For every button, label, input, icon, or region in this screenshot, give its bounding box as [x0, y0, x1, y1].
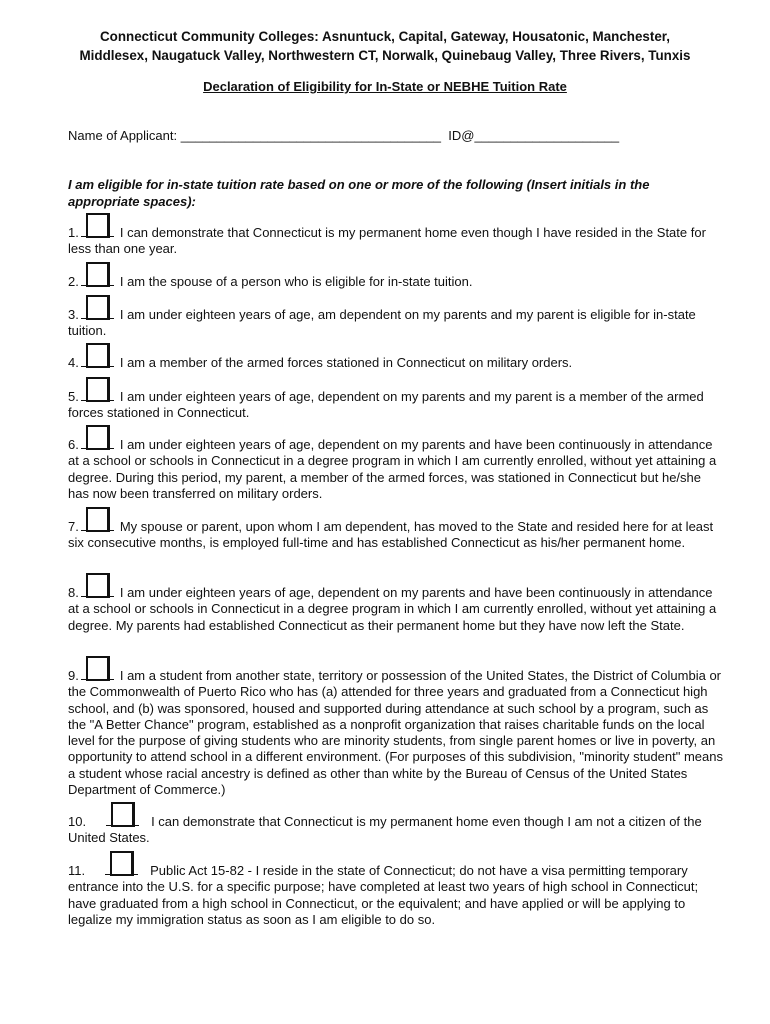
- header: [40, 27, 730, 65]
- eligibility-item-9: [68, 668, 725, 798]
- item-text: My spouse or parent, upon whom I am dependent, has moved to the State and resided here for at least six consecutive months, is employed full-time and has established Connecticut as his/her permanent home.: [68, 519, 714, 551]
- initials-checkbox[interactable]: [86, 213, 110, 238]
- item-number: 4.: [68, 355, 79, 370]
- initials-checkbox[interactable]: [86, 295, 110, 320]
- initials-checkbox[interactable]: [86, 377, 110, 402]
- initials-checkbox[interactable]: [111, 802, 135, 827]
- item-number: 3.: [68, 307, 79, 322]
- item-number: 9.: [68, 668, 79, 683]
- applicant-line: [68, 128, 619, 143]
- item-text: I can demonstrate that Connecticut is my permanent home even though I am not a citizen of the United States.: [68, 814, 702, 846]
- item-number: 5.: [68, 389, 79, 404]
- item-text: I am a student from another state, territory or possession of the United States, the District of Columbia or the Commonwealth of Puerto Rico who has (a) attended for three years and graduated from a Connecticut high school, and (b) was sponsored, housed and supported during attendance at such school by a program, such as the "A Better Chance" program, established as a nonprofit organization that raises charitable funds on the local level for the purpose of giving students who are minority students, from single parent homes or live in poverty, an opportunity to attend school in a different environment. (For purposes of this subdivision, "minority student" means a student whose racial ancestry is defined as other than white by the Bureau of Census of the United States Department of Commerce.): [68, 668, 724, 798]
- name-label: Name of Applicant:: [68, 128, 178, 143]
- item-text: I am under eighteen years of age, am dependent on my parents and my parent is eligible for in-state tuition.: [68, 307, 696, 339]
- item-text: I am a member of the armed forces stationed in Connecticut on military orders.: [119, 355, 573, 370]
- item-number: 2.: [68, 274, 79, 289]
- item-number: 6.: [68, 437, 79, 452]
- eligibility-item-11: [68, 863, 725, 928]
- initials-checkbox[interactable]: [86, 343, 110, 368]
- header-line-2: Middlesex, Naugatuck Valley, Northwestern CT, Norwalk, Quinebaug Valley, Three Rivers, Tunxis: [79, 48, 691, 63]
- id-field[interactable]: ____________________: [474, 128, 620, 143]
- eligibility-item-6: [68, 437, 725, 502]
- eligibility-item-3: [68, 307, 725, 340]
- item-text: I am under eighteen years of age, dependent on my parents and have been continuously in attendance at a school or schools in Connecticut in a degree program in which I am currently enrolled, without yet attaining a degree. My parents had established Connecticut as their permanent home but they have now left the State.: [68, 585, 717, 633]
- item-number: 1.: [68, 225, 79, 240]
- instruction-text: I am eligible for in-state tuition rate based on one or more of the following (Insert initials in the appropriate spaces):: [68, 177, 650, 209]
- eligibility-item-8: [68, 585, 725, 634]
- item-text: I can demonstrate that Connecticut is my permanent home even though I have resided in the State for less than one year.: [68, 225, 706, 257]
- item-number: 7.: [68, 519, 79, 534]
- name-field[interactable]: ____________________________________: [180, 128, 442, 143]
- initials-checkbox[interactable]: [86, 573, 110, 598]
- initials-checkbox[interactable]: [86, 507, 110, 532]
- eligibility-item-4: [68, 355, 725, 371]
- item-text: I am under eighteen years of age, dependent on my parents and have been continuously in attendance at a school or schools in Connecticut in a degree program in which I am currently enrolled, without yet attaining a degree. During this period, my parent, a member of the armed forces, was stationed in Connecticut but he/she has now been transferred on military orders.: [68, 437, 717, 501]
- initials-checkbox[interactable]: [110, 851, 134, 876]
- initials-checkbox[interactable]: [86, 262, 110, 287]
- eligibility-item-7: [68, 519, 725, 552]
- item-text: Public Act 15-82 - I reside in the state of Connecticut; do not have a visa permitting temporary entrance into the U.S. for a specific purpose; have completed at least two years of high school in Connecticut; have graduated from a high school in Connecticut, or the equivalent; and have applied or will be applying to legalize my immigration status as soon as I am eligible to do so.: [68, 863, 699, 927]
- eligibility-item-1: [68, 225, 725, 258]
- initials-checkbox[interactable]: [86, 425, 110, 450]
- initials-checkbox[interactable]: [86, 656, 110, 681]
- eligibility-item-5: [68, 389, 725, 422]
- header-line-1: Connecticut Community Colleges: Asnuntuck, Capital, Gateway, Housatonic, Manchester,: [100, 29, 670, 44]
- eligibility-item-2: [68, 274, 725, 290]
- id-label: ID@: [448, 128, 475, 143]
- page-title: Declaration of Eligibility for In-State or NEBHE Tuition Rate: [203, 79, 567, 94]
- item-text: I am the spouse of a person who is eligible for in-state tuition.: [119, 274, 473, 289]
- item-number: 8.: [68, 585, 79, 600]
- item-number: 10.: [68, 814, 87, 829]
- item-number: 11.: [68, 863, 86, 878]
- item-text: I am under eighteen years of age, dependent on my parents and my parent is a member of the armed forces stationed in Connecticut.: [68, 389, 704, 421]
- eligibility-item-10: [68, 814, 725, 847]
